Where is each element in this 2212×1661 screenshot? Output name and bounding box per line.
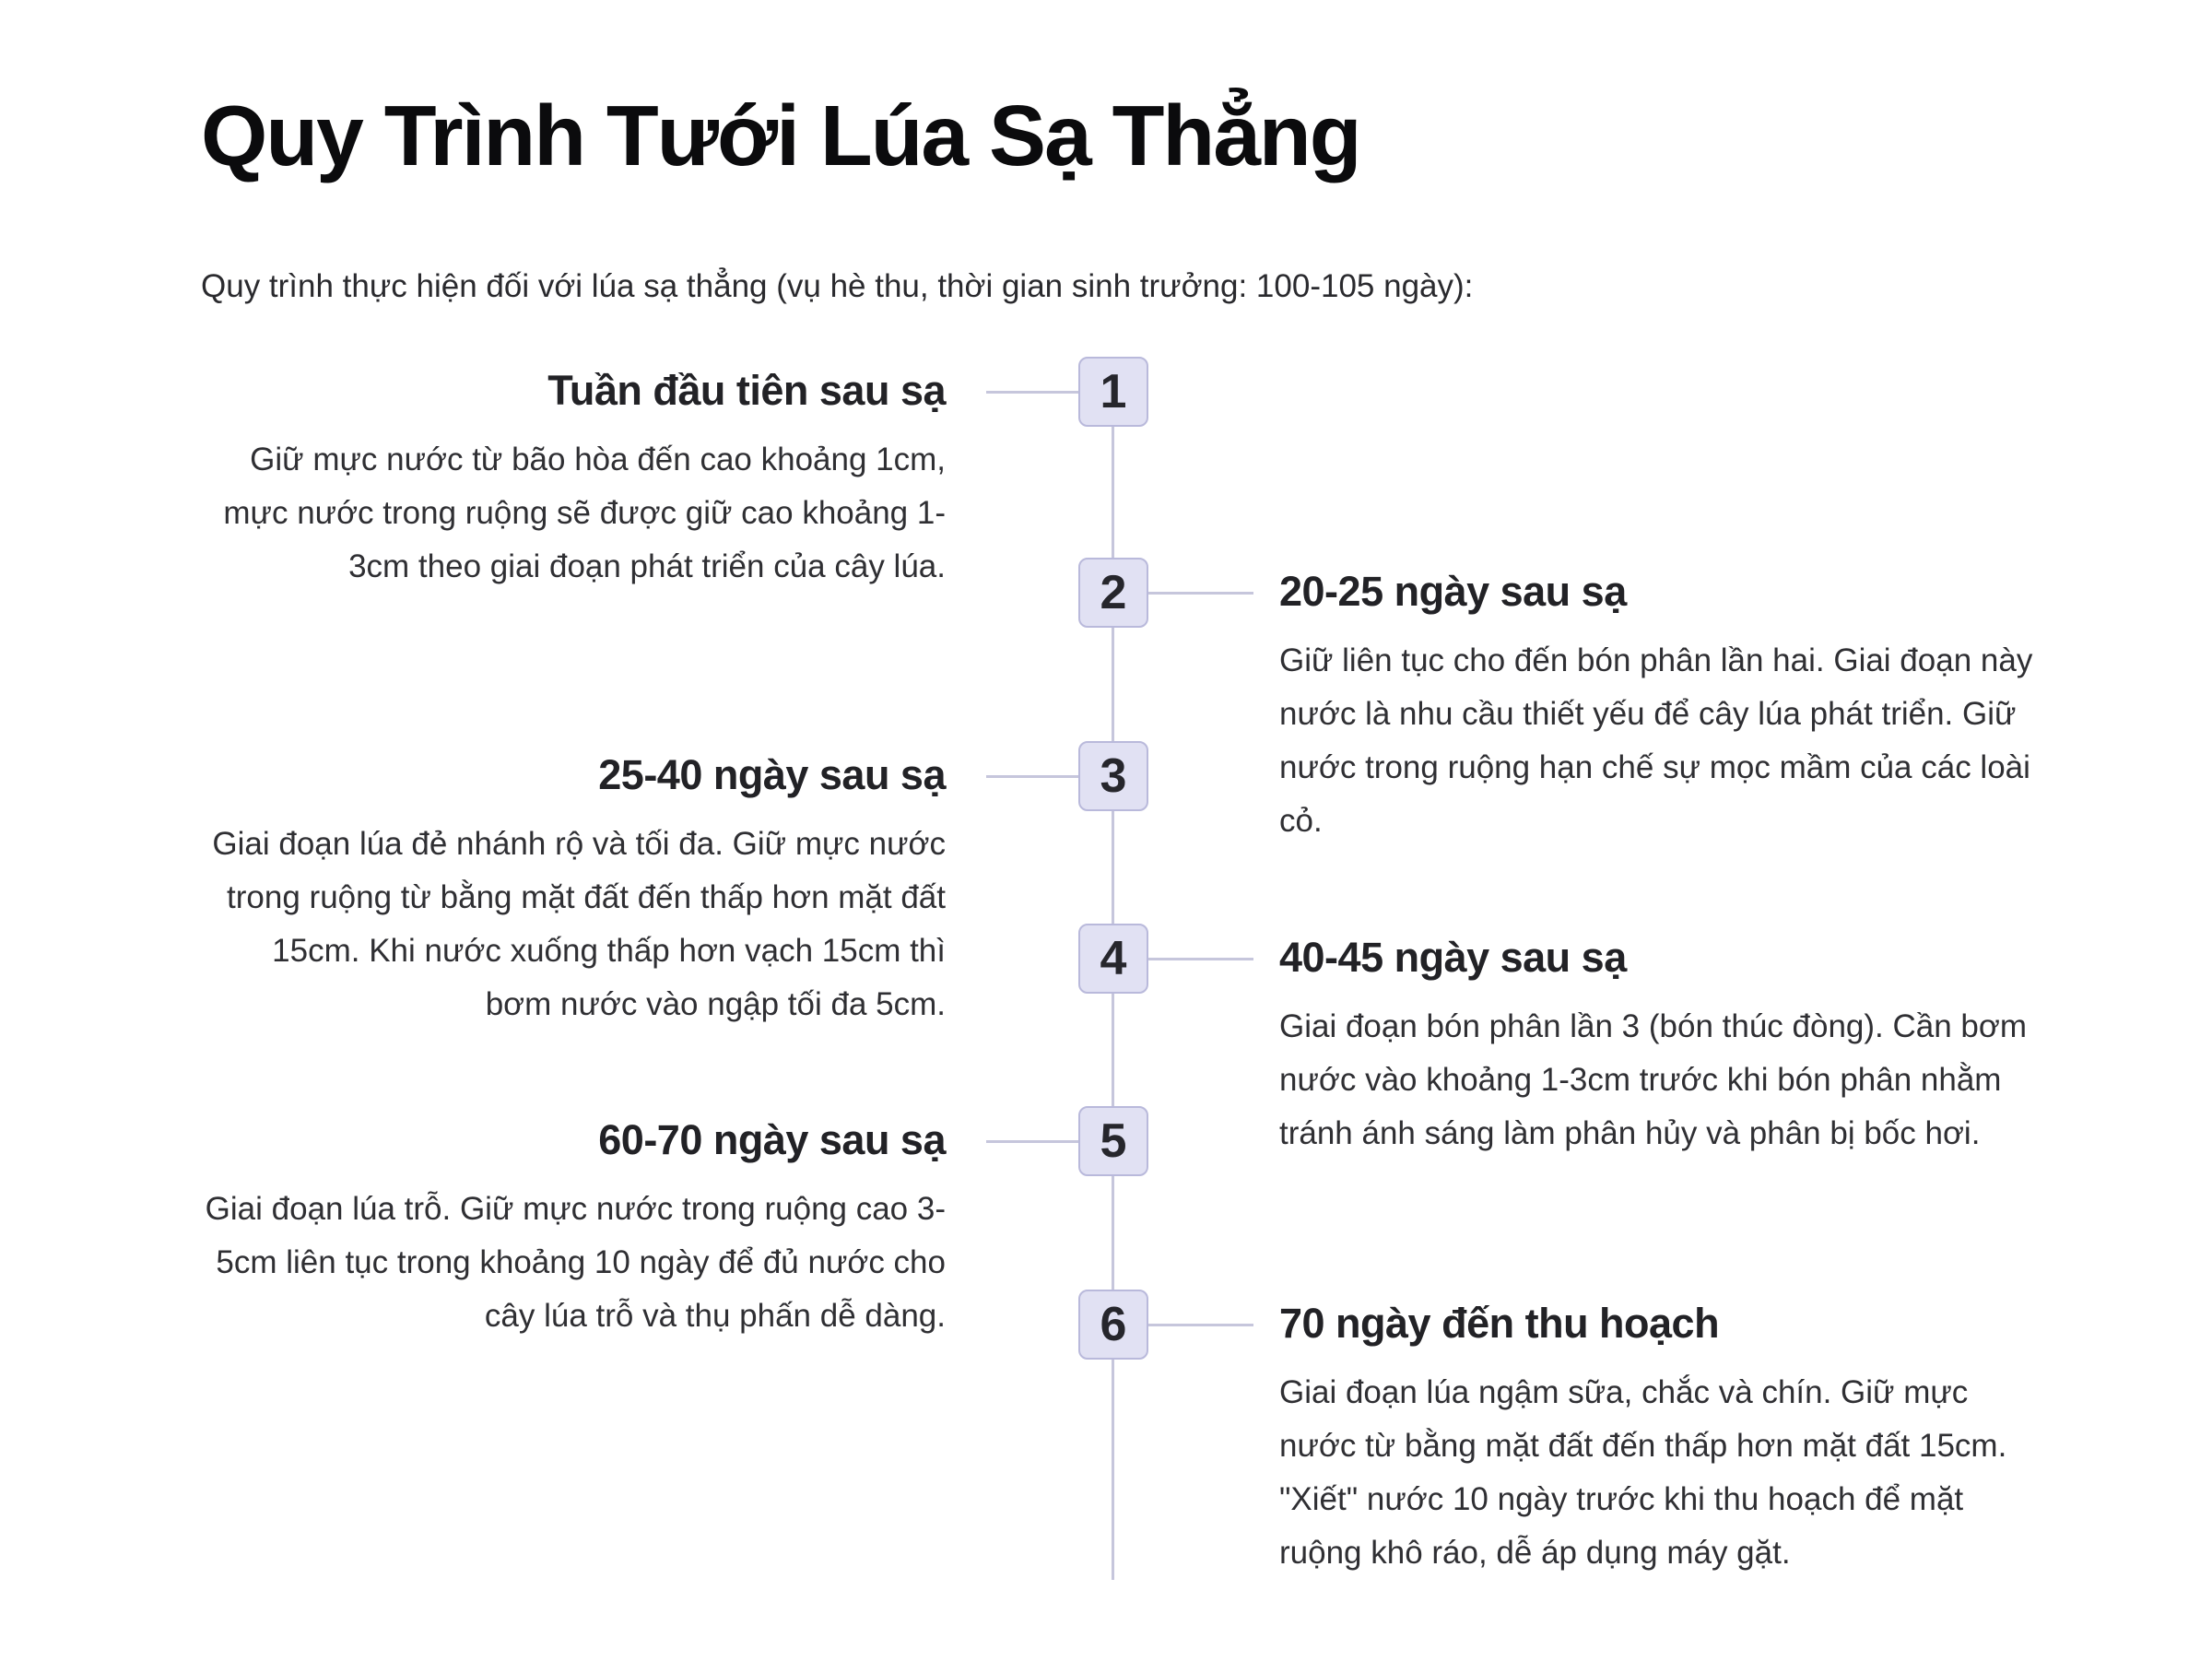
step-5-title: 60-70 ngày sau sạ <box>598 1116 946 1163</box>
step-1 <box>201 363 946 594</box>
step-1-badge: 1 <box>1078 357 1148 427</box>
step-3-connector <box>986 775 1078 778</box>
step-1-connector <box>986 391 1078 394</box>
step-4-description: Giai đoạn bón phân lần 3 (bón thúc đòng). Cần bơm nước vào khoảng 1-3cm trước khi bón phân nhằm tránh ánh sáng làm phân hủy và phân bị bốc hơi. <box>1279 1008 2027 1151</box>
step-5-connector <box>986 1140 1078 1143</box>
step-6 <box>1279 1296 2035 1580</box>
step-5-badge: 5 <box>1078 1106 1148 1176</box>
step-2-description: Giữ liên tục cho đến bón phân lần hai. Giai đoạn này nước là nhu cầu thiết yếu để cây lúa phát triển. Giữ nước trong ruộng hạn chế sự mọc mầm của các loài cỏ. <box>1279 642 2033 839</box>
step-6-badge: 6 <box>1078 1290 1148 1360</box>
step-5-description: Giai đoạn lúa trỗ. Giữ mực nước trong ruộng cao 3-5cm liên tục trong khoảng 10 ngày để đủ nước cho cây lúa trỗ và thụ phấn dễ dàng. <box>205 1191 946 1334</box>
step-3-title: 25-40 ngày sau sạ <box>598 751 946 798</box>
step-5 <box>201 1113 946 1343</box>
step-1-title: Tuần đầu tiên sau sạ <box>547 367 946 414</box>
intro-text: Quy trình thực hiện đối với lúa sạ thẳng (vụ hè thu, thời gian sinh trưởng: 100-105 ngày): <box>201 268 1474 304</box>
step-4-title: 40-45 ngày sau sạ <box>1279 934 1627 981</box>
step-2-connector <box>1148 592 1253 595</box>
step-3-badge: 3 <box>1078 741 1148 811</box>
step-2-title: 20-25 ngày sau sạ <box>1279 568 1627 615</box>
step-2 <box>1279 564 2035 848</box>
step-6-description: Giai đoạn lúa ngậm sữa, chắc và chín. Giữ mực nước từ bằng mặt đất đến thấp hơn mặt đất 15cm. "Xiết" nước 10 ngày trước khi thu hoạch để mặt ruộng khô ráo, dễ áp dụng máy gặt. <box>1279 1374 2007 1571</box>
step-3 <box>201 748 946 1031</box>
step-6-title: 70 ngày đến thu hoạch <box>1279 1300 1720 1347</box>
step-1-description: Giữ mực nước từ bão hòa đến cao khoảng 1cm, mực nước trong ruộng sẽ được giữ cao khoảng 1-3cm theo giai đoạn phát triển của cây lúa. <box>223 442 946 584</box>
step-3-description: Giai đoạn lúa đẻ nhánh rộ và tối đa. Giữ mực nước trong ruộng từ bằng mặt đất đến thấp hơn mặt đất 15cm. Khi nước xuống thấp hơn vạch 15cm thì bơm nước vào ngập tối đa 5cm. <box>212 826 946 1022</box>
step-4-badge: 4 <box>1078 924 1148 994</box>
page-title: Quy Trình Tưới Lúa Sạ Thẳng <box>201 88 1360 183</box>
step-2-badge: 2 <box>1078 558 1148 628</box>
step-4 <box>1279 930 2035 1160</box>
step-4-connector <box>1148 958 1253 960</box>
step-6-connector <box>1148 1324 1253 1326</box>
